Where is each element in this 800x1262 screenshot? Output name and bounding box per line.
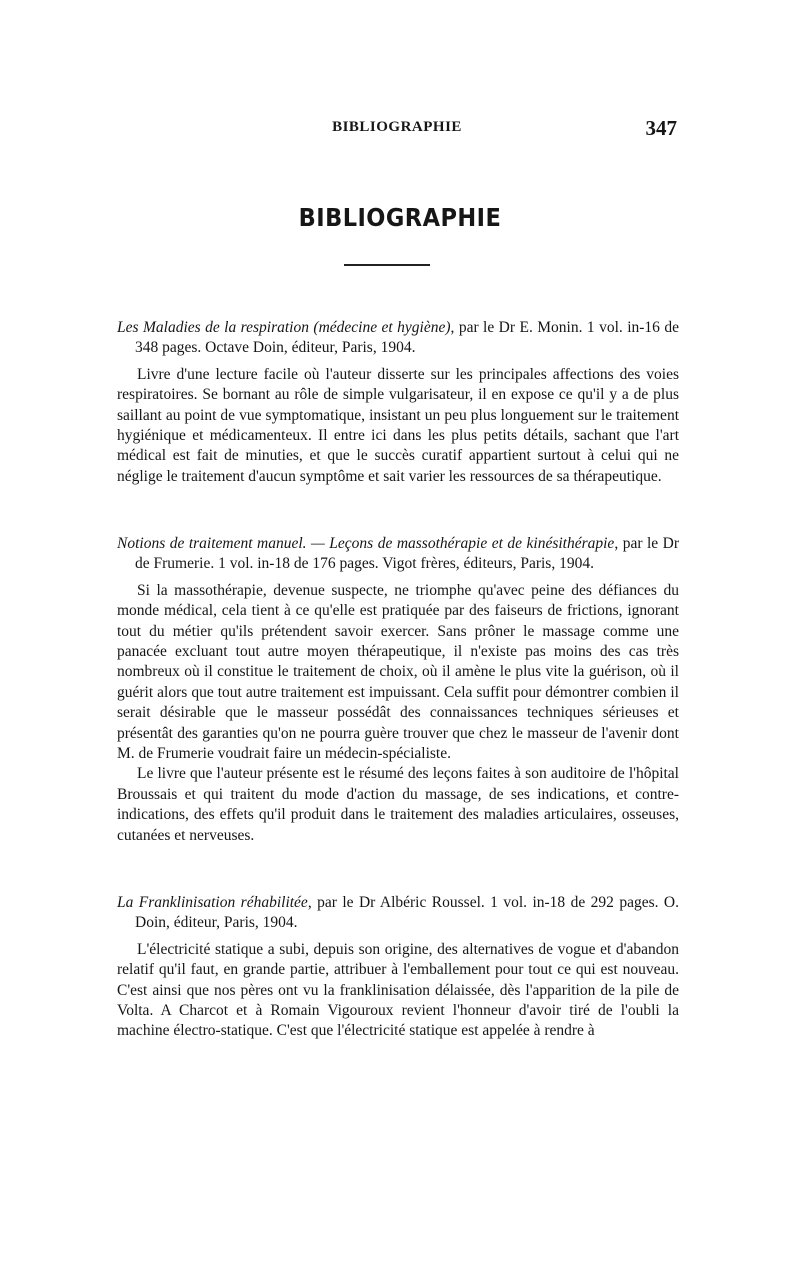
- title-rule: [344, 264, 430, 266]
- entry-citation: [117, 318, 679, 359]
- entry-title: Les Maladies de la respiration (médecine et hygiène): [117, 319, 451, 336]
- entry-publication: , par le Dr E. Monin. 1 vol. in-16 de 348 pages. Octave Doin, éditeur, Paris, 1904.: [135, 319, 679, 357]
- entry-review-paragraph: Le livre que l'auteur présente est le résumé des leçons faites à son auditoire de l'hôpital Broussais et qui traitent du mode d'action du massage, de ses indications, et contre-indications, des effets qu'il produit dans le traitement des maladies articulaires, osseuses, cutanées et nerveuses.: [117, 765, 679, 844]
- running-title: BIBLIOGRAPHIE: [332, 119, 462, 135]
- section-title: BIBLIOGRAPHIE: [298, 203, 502, 232]
- bibliography-entry: [117, 534, 679, 846]
- running-header: [117, 116, 677, 140]
- entry-review-paragraph: Livre d'une lecture facile où l'auteur disserte sur les principales affections des voies respiratoires. Se bornant au rôle de simple vulgarisateur, il en expose ce qu'il y a de plus saillant au point de vue symptomatique, insistant un peu plus longuement sur le traitement hygiénique et médicamenteux. Il entre ici dans les plus petits détails, sachant que l'art médical est fait de minuties, et que le succès curatif appartient surtout à celui qui ne néglige le traitement d'aucun symptôme et sait varier les ressources de sa thérapeutique.: [117, 365, 679, 485]
- page-number: 347: [645, 116, 677, 140]
- entry-citation: [117, 893, 679, 934]
- entry-title: La Franklinisation réhabilitée: [117, 894, 308, 911]
- bibliography-entry: [117, 318, 679, 487]
- bibliography-entry: [117, 893, 679, 1042]
- entry-publication: , par le Dr Albéric Roussel. 1 vol. in-18 de 292 pages. O. Doin, éditeur, Paris, 1904.: [135, 894, 680, 932]
- entry-publication: , par le Dr de Frumerie. 1 vol. in-18 de 176 pages. Vigot frères, éditeurs, Paris, 1904.: [135, 535, 679, 573]
- entry-review-paragraph: L'électricité statique a subi, depuis son origine, des alternatives de vogue et d'abandon relatif qu'il faut, en grande partie, attribuer à l'emballement pour tout ce qui est nouveau. C'est ainsi que nos pères ont vu la franklinisation délaissée, dès l'apparition de la pile de Volta. A Charcot et à Romain Vigouroux revient l'honneur d'avoir tiré de l'oubli la machine électro-statique. C'est que l'électricité statique est appelée à rendre à: [117, 940, 679, 1040]
- entry-title: Notions de traitement manuel. — Leçons de massothérapie et de kinésithérapie: [117, 535, 615, 552]
- entry-citation: [117, 534, 679, 575]
- entry-review-paragraph: Si la massothérapie, devenue suspecte, ne triomphe qu'avec peine des défiances du monde médical, cela tient à ce qu'elle est pratiquée par des faiseurs de frictions, ignorant tout du métier qu'ils prétendent savoir exercer. Sans prôner le massage comme une panacée excluant tout autre moyen thérapeutique, il n'existe pas moins des cas très nombreux où il constitue le traitement de choix, où il amène le plus vite la guérison, où il guérit alors que tout autre traitement est impuissant. Cela suffit pour démontrer combien il serait désirable que le masseur possédât des connaissances techniques sérieuses et présentât des garanties qu'on ne pourra guère trouver que chez le masseur de l'avenir dont M. de Frumerie voudrait faire un médecin-spécialiste.: [117, 581, 679, 763]
